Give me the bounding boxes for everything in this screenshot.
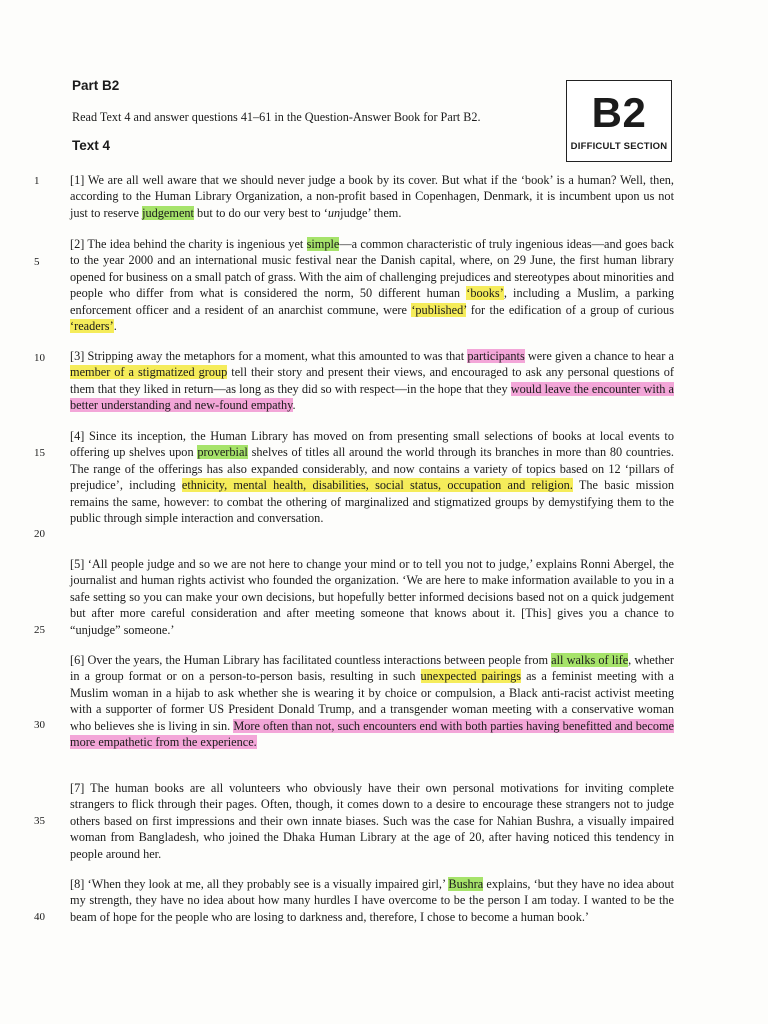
paragraph-text: , whether in a group format or on a person-to-person basis, resulting in such [70, 653, 674, 684]
highlight-yellow: unexpected pairings [420, 669, 522, 684]
line-number: 35 [34, 815, 45, 827]
paragraph-text: explains, ‘but they have no idea about my strength, they have no idea about how many hurdles I have overcome to be the person I am today. I wanted to be the beam of hope for the people who are losing to darkness and, therefore, I chose to become a human book.’ [70, 877, 674, 924]
line-number: 1 [34, 175, 40, 187]
line-number: 30 [34, 719, 45, 731]
paragraph-text: were given a chance to hear a [524, 349, 675, 363]
paragraph-6 [70, 652, 674, 750]
paragraph-3 [70, 348, 674, 414]
paragraph-text: [6] Over the years, the Human Library has facilitated countless interactions between people from [70, 653, 552, 667]
paragraph-text: The basic mission remains the same, however: to combat the othering of marginalized and stigmatized groups by demystifying them to the public through simple interaction and conversation. [70, 478, 674, 526]
highlight-green: all walks of life [551, 653, 629, 667]
part-title: Part B2 [72, 78, 120, 93]
paragraph-text: [8] ‘When they look at me, all they probably see is a visually impaired girl,’ [70, 877, 449, 891]
highlight-yellow: ‘published’ [411, 302, 467, 317]
paragraph-text: [1] We are all well aware that we should never judge a book by its cover. But what if the ‘book’ is a human? Well, then, according to the Human Library Organization, a non-profit based in Copenhagen, Denmark, it is incumbent upon us not just to reserve [70, 173, 674, 220]
paragraph-text: for the edification of a group of curious [466, 302, 674, 317]
paragraph-text: judge’ them. [340, 205, 402, 220]
paragraph-text: . [113, 319, 117, 334]
paragraph-text: [4] Since its inception, the Human Library has moved on from presenting small selections of books at local events to offering up shelves upon [70, 429, 674, 460]
highlight-green: Bushra [448, 877, 484, 891]
line-number: 5 [34, 256, 40, 268]
section-label: DIFFICULT SECTION [570, 141, 668, 152]
section-code: B2 [591, 89, 647, 136]
paragraph-text: , including a Muslim, a parking enforcement officer and a resident of an anarchist commune, were [70, 286, 674, 317]
paragraph-text: . [292, 398, 296, 413]
highlight-pink: More often than not, such encounters end with both parties having benefitted and become more empathetic from the experience. [70, 718, 674, 750]
highlight-green: simple [306, 237, 340, 251]
highlight-yellow: member of a stigmatized group [70, 365, 228, 380]
section-badge [566, 80, 672, 162]
paragraph-text: [3] Stripping away the metaphors for a moment, what this amounted to was that [70, 349, 468, 363]
highlight-pink: participants [467, 349, 525, 363]
paragraph-2 [70, 236, 674, 334]
highlight-yellow: ‘books’ [466, 286, 504, 301]
italic-text: un [327, 205, 341, 220]
text-title: Text 4 [72, 138, 111, 153]
highlight-green: proverbial [197, 445, 248, 460]
paragraph-4 [70, 428, 674, 526]
paragraph-7 [70, 780, 674, 862]
paragraph-text: [5] ‘All people judge and so we are not here to change your mind or to tell you not to judge,’ explains Ronni Abergel, the journalist and human rights activist who founded the organization. ‘We are here to make information available to you in a safe setting so you can make your own decisions, but hopefully better informed decisions based not on a quick judgement but after more careful consideration and after meeting someone that knows about it. [This] gives you a chance to “unjudge” someone.’ [70, 557, 674, 637]
highlight-green: judgement [142, 205, 194, 220]
line-number: 40 [34, 911, 45, 923]
paragraph-text: but to do our very best to ‘ [193, 205, 328, 220]
paragraph-text: [2] The idea behind the charity is ingenious yet [70, 237, 307, 251]
highlight-pink: would leave the encounter with a better understanding and new-found empathy [70, 381, 674, 413]
line-number: 15 [34, 447, 45, 459]
paragraph-text: as a feminist meeting with a Muslim woman in a hijab to ask whether she is wearing it by choice or compulsion, a Black anti-racist activist meeting with a supporter of former US President Donald Trump, and a transgender woman meeting with a conservative woman who believes she is living in sin. [70, 669, 674, 733]
paragraph-5 [70, 556, 674, 638]
paragraph-1 [70, 172, 674, 221]
paragraph-8 [70, 876, 674, 925]
paragraph-text: shelves of titles all around the world through its branches in more than 80 countries. The range of the offerings has also expanded considerably, and now contains a variety of topics based on 12 ‘pillars of prejudice’, including [70, 445, 674, 493]
highlight-yellow: ethnicity, mental health, disabilities, social status, occupation and religion. [181, 478, 573, 493]
highlight-yellow: ‘readers’ [70, 319, 114, 334]
line-number: 20 [34, 528, 45, 540]
line-number: 10 [34, 352, 45, 364]
instruction-text: Read Text 4 and answer questions 41–61 in the Question-Answer Book for Part B2. [72, 110, 481, 124]
paragraph-text: [7] The human books are all volunteers who obviously have their own personal motivations for inviting complete strangers to flick through their pages. Often, though, it comes down to a desire to encourage these strangers not to judge others based on first impressions and their own innate biases. Such was the case for Nahian Bushra, a visually impaired woman from Bangladesh, who joined the Dhaka Human Library at the age of 20, after having noticed this tendency in people around her. [70, 781, 674, 861]
line-number: 25 [34, 624, 45, 636]
paragraph-text: —a common characteristic of truly ingenious ideas—and goes back to the year 2000 and an international music festival near the Danish capital, where, on 29 June, the first human library opened for business on a small patch of grass. With the aim of challenging prejudices and stereotypes about minorities and people who differ from what is considered the norm, 50 different human [70, 237, 674, 301]
paragraph-text: tell their story and present their views, and encouraged to ask any personal questions of them that they liked in return—as long as they did so with respect—in the hope that they [70, 365, 674, 396]
